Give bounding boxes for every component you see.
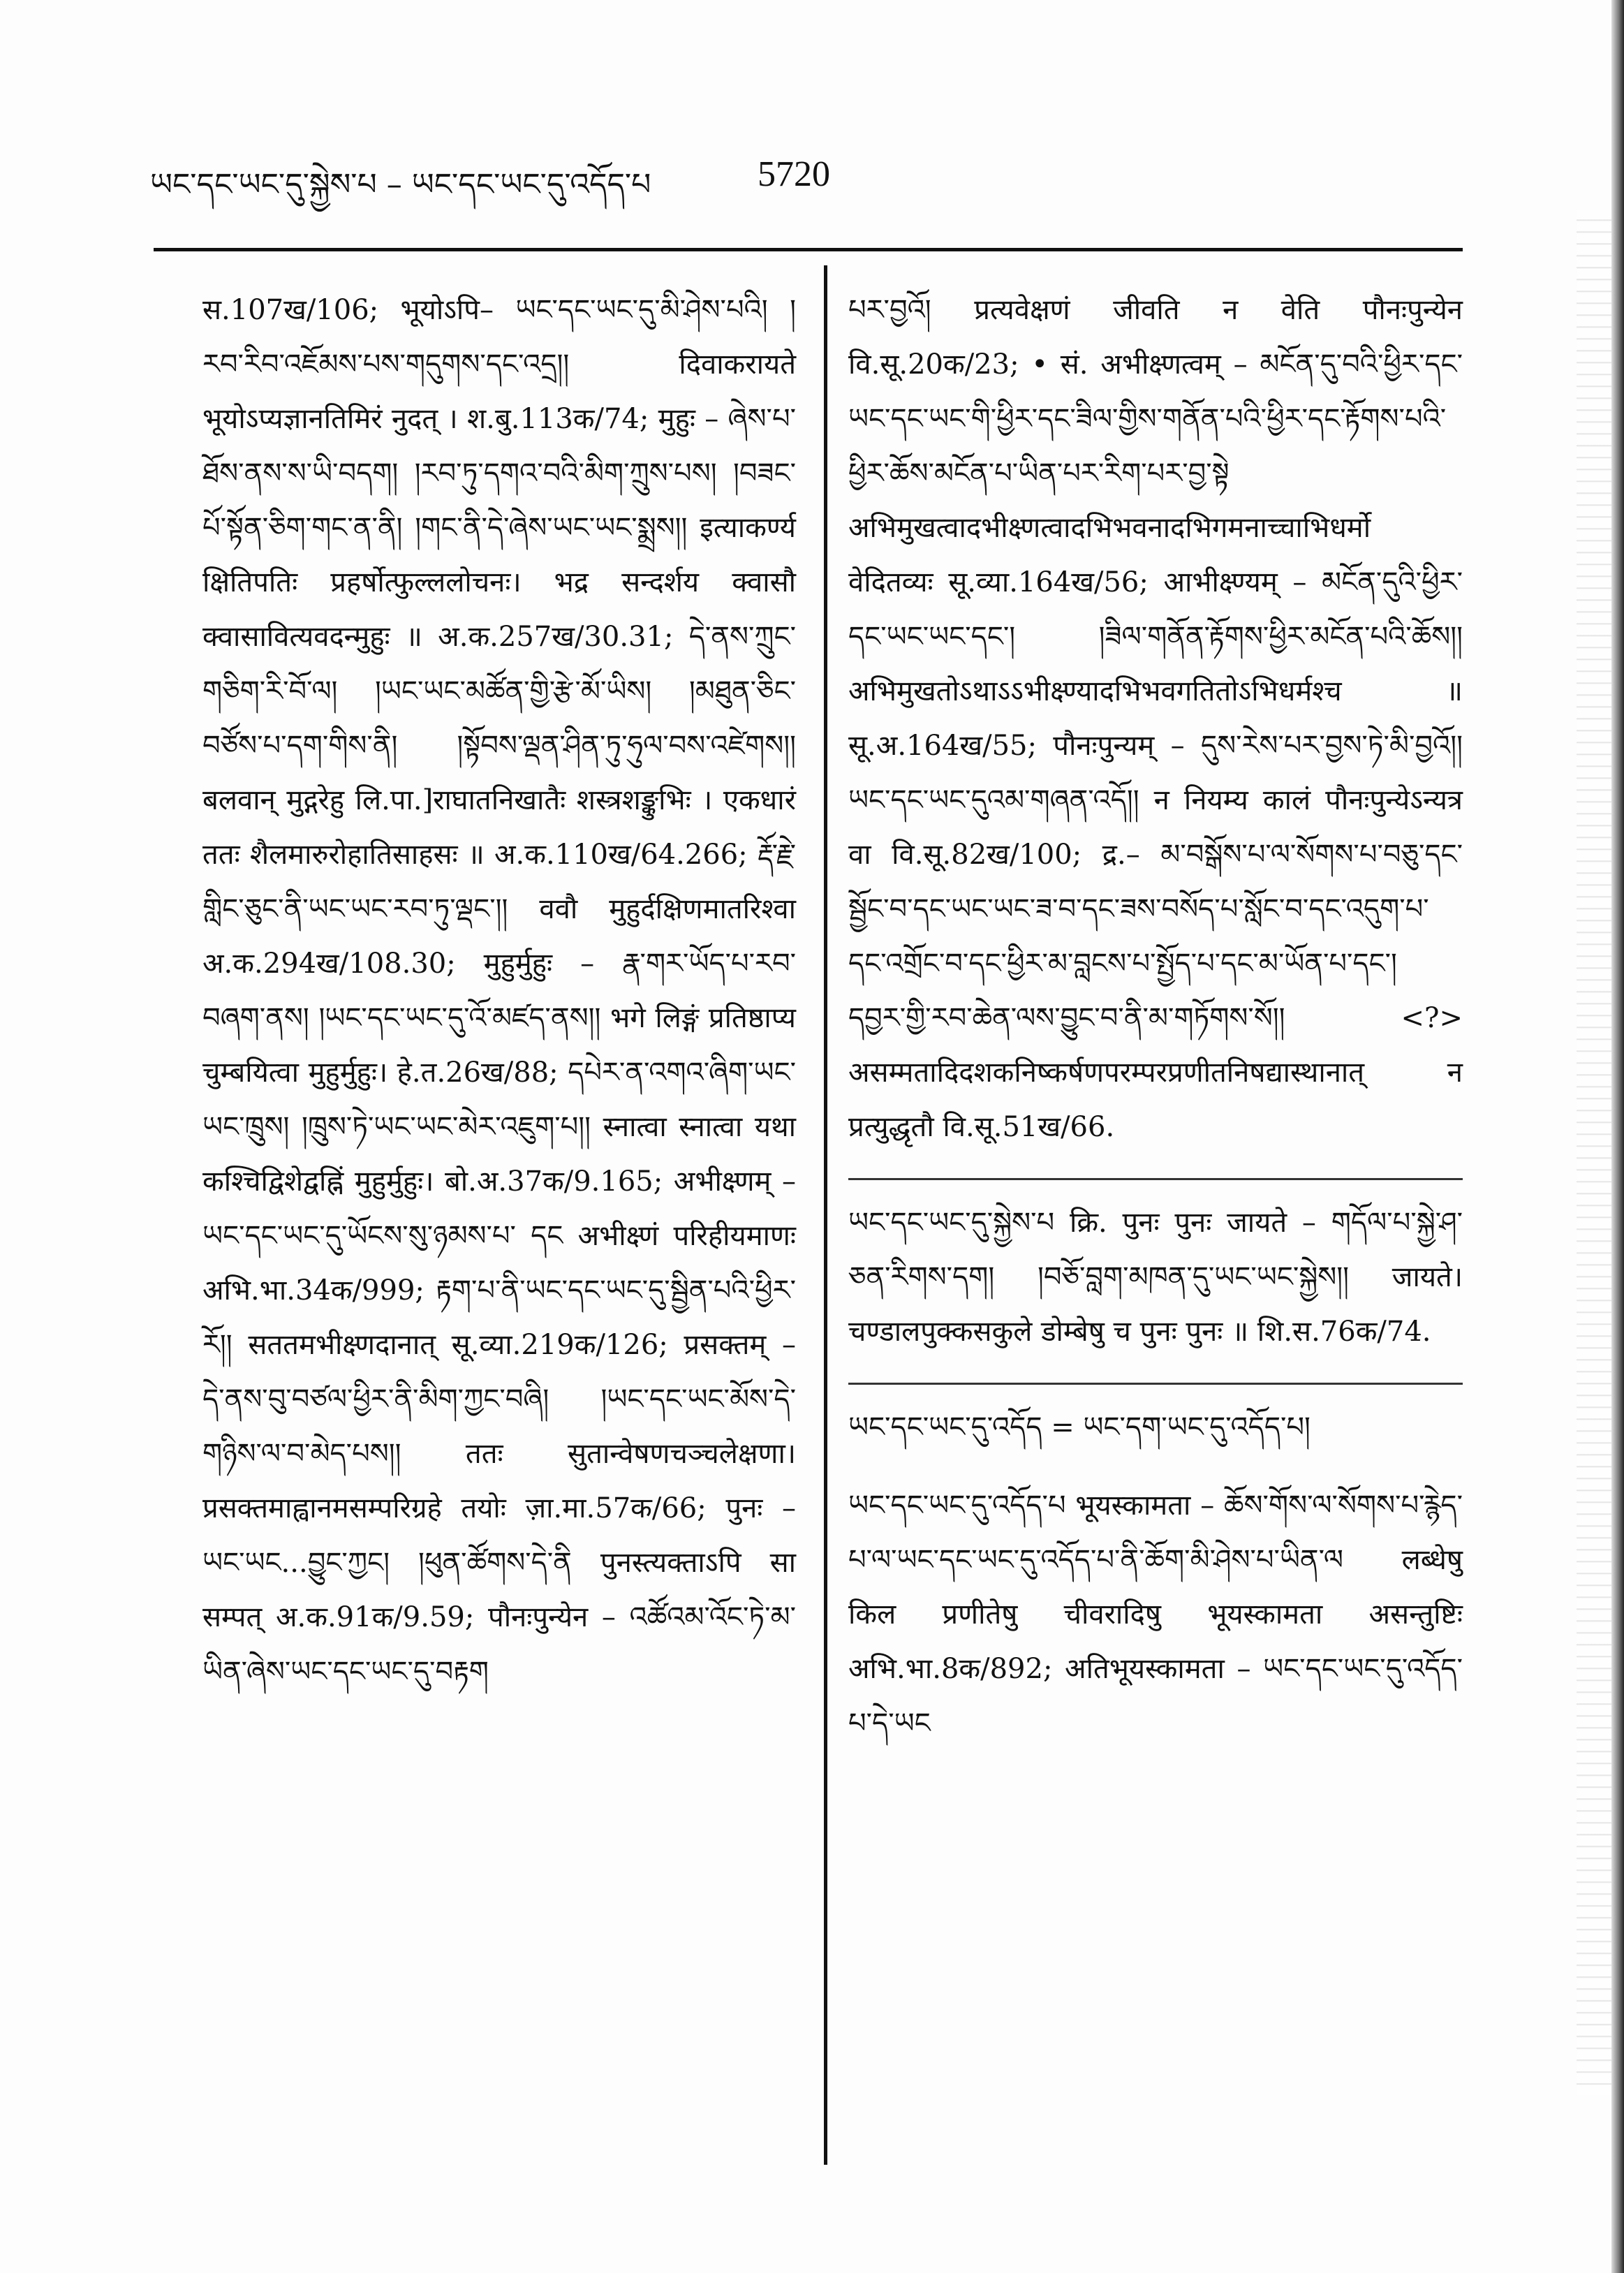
right-column <box>848 283 1463 1774</box>
dictionary-entry: ཡང་དང་ཡང་དུ་སྐྱེས་པ क्रि. पुनः पुनः जायते – གདོལ་པ་སྐྱེ་ཤ་ཅན་རིགས་དག། །བཅོ་བླག་མཁན་དུ་ཡང་ཡང་སྐྱེས།། जायते। चण्डालपुक्कसकुले डोम्बेषु च पुनः पुनः ॥ शि.स.76क/74. <box>848 1207 1463 1348</box>
running-header: ཡང་དང་ཡང་དུ་སྐྱེས་པ – ཡང་དང་ཡང་དུ་འདོད་པ <box>150 167 651 203</box>
dictionary-entry: ཡང་དང་ཡང་དུ་འདོད་པ भूयस्कामता – ཆོས་གོས་ལ་སོགས་པ་རྙེད་པ་ལ་ཡང་དང་ཡང་དུ་འདོད་པ་ནི་ཆོག་མི་ཤེས་པ་ཡིན་ལ लब्धेषु किल प्रणीतेषु चीवरादिषु भूयस्कामता असन्तुष्टिः अभि.भा.8क/892; अतिभूयस्कामता – ཡང་དང་ཡང་དུ་འདོད་པ་དེ་ཡང <box>848 1489 1463 1739</box>
scan-edge-shadow <box>1611 0 1624 2273</box>
left-column-text: स.107ख/106; भूयोऽपि– ཡང་དང་ཡང་དུ་མི་ཤེས་པའི། །རབ་རིབ་འཇོམས་པས་གདུགས་དང་འདྲ།། दिवाकरायते भूयोऽप्यज्ञानतिमिरं नुदत् । श.बु.113क/74; मुहुः – ཞེས་པ་ཐོས་ནས་ས་ཡི་བདག། །རབ་ཏུ་དགའ་བའི་མིག་ཀྲུས་པས། །བཟང་པོ་སྟོན་ཅིག་གང་ན་ནི། །གང་ནི་དེ་ཞེས་ཡང་ཡང་སྨྲས།། इत्याकर्ण्य क्षितिपतिः प्रहर्षोत्फुल्ललोचनः। भद्र सन्दर्शय क्वासौ क्वासावित्यवदन्मुहुः ॥ अ.क.257ख/30.31; དེ་ནས་ཀྲུང་གཅིག་རི་བོ་ལ། །ཡང་ཡང་མཚོན་གྱི་རྩེ་མོ་ཡིས། །མཐུན་ཅིང་བཙོས་པ་དག་གིས་ནི། །སྟོབས་ལྡན་ཤིན་ཏུ་ཧུལ་བས་འཛེགས།། बलवान् मुद्गरेहु लि.पा.]राघातनिखातैः शस्त्रशङ्कुभिः । एकधारं ततः शैलमारुरोहातिसाहसः ॥ अ.क.110ख/64.266; རྡོ་རྗེ་གླིང་ཅུང་ནི་ཡང་ཡང་རབ་ཏུ་ལྡང་།། ववौ मुहुर्दक्षिणमातरिश्वा अ.क.294ख/108.30; मुहुर्मुहुः – རྣ་གར་ཡོད་པ་རབ་བཞག་ནས། །ཡང་དང་ཡང་དུ་འོ་མཛད་ནས།། भगे लिङ्गं प्रतिष्ठाप्य चुम्बयित्वा मुहुर्मुहुः। हे.त.26ख/88; དཔེར་ན་འགའ་ཞིག་ཡང་ཡང་ཁྲུས། །ཁྲུས་ཏེ་ཡང་ཡང་མེར་འཇུག་པ།། स्नात्वा स्नात्वा यथा कश्चिद्विशेद्वह्निं मुहुर्मुहुः। बो.अ.37क/9.165; अभीक्ष्णम् – ཡང་དང་ཡང་དུ་ཡོངས་སུ་ཉམས་པ་ དང अभीक्ष्णं परिहीयमाणः अभि.भा.34क/999; རྟག་པ་ནི་ཡང་དང་ཡང་དུ་སྦྱིན་པའི་ཕྱིར་རོ།། सततमभीक्ष्णदानात् सू.व्या.219क/126; प्रसक्तम् – དེ་ནས་བུ་བཙལ་ཕྱིར་ནི་མིག་ཀྱང་བཞི། །ཡང་དང་ཡང་མོས་དེ་གཉིས་ལ་བ་མེད་པས།། ततः सुतान्वेषणचञ्चलेक्षणा। प्रसक्तमाह्वानमसम्परिग्रहे तयोः ज़ा.मा.57क/66; पुनः – ཡང་ཡང...བྱུང་ཀྱང། །ཕུན་ཚོགས་དེ་ནི पुनस्त्यक्ताऽपि सा सम्पत् अ.क.91क/9.59; पौनःपुन्येन – འཚོའམ་འོང་ཏེ་མ་ཡིན་ཞེས་ཡང་དང་ཡང་དུ་བརྟག <box>202 294 796 1688</box>
entry-separator <box>848 1178 1463 1180</box>
column-divider <box>824 265 827 2165</box>
left-column <box>202 283 796 1699</box>
header-rule <box>154 248 1463 251</box>
entry-separator <box>848 1383 1463 1385</box>
entry-continuation: པར་བྱའོ། प्रत्यवेक्षणं जीवति न वेति पौनःपुन्येन वि.सू.20क/23; • सं. अभीक्ष्णत्वम् – མངོན་དུ་བའི་ཕྱིར་དང་ཡང་དང་ཡང་གི་ཕྱིར་དང་ཟིལ་གྱིས་གནོན་པའི་ཕྱིར་དང་རྟོགས་པའི་ཕྱིར་ཆོས་མངོན་པ་ཡིན་པར་རིག་པར་བྱ་སྟེ अभिमुखत्वादभीक्ष्णत्वादभिभवनादभिगमनाच्चाभिधर्मो वेदितव्यः सू.व्या.164ख/56; आभीक्ष्ण्यम् – མངོན་དུའི་ཕྱིར་དང་ཡང་ཡང་དང་། །ཟིལ་གནོན་རྟོགས་ཕྱིར་མངོན་པའི་ཆོས།། अभिमुखतोऽथाऽऽभीक्ष्ण्यादभिभवगतितोऽभिधर्मश्च ॥ सू.अ.164ख/55; पौनःपुन्यम् – དུས་རེས་པར་བྱས་ཏེ་མི་བྱའོ།། ཡང་དང་ཡང་དུའམ་གཞན་འདོ།། न नियम्य कालं पौनःपुन्येऽन्यत्र वा वि.सू.82ख/100; द्र.– མ་བསྒོས་པ་ལ་སོགས་པ་བཅུ་དང་སྦྱོང་བ་དང་ཡང་ཡང་ཟ་བ་དང་ཟས་བསོད་པ་སློང་བ་དང་འདུག་པ་དང་འགྲོང་བ་དང་ཕྱིར་མ་བླངས་པ་སྤྱོད་པ་དང་མ་ཡོན་པ་དང་། དབྱར་གྱི་རབ་ཆེན་ལས་བྱུང་བ་ནི་མ་གཏོགས་སོ།། <?> असम्मतादिदशकनिष्कर्षणपरम्परप्रणीतनिषद्यास्थानात् न प्रत्युद्धृतौ वि.सू.51ख/66. <box>848 294 1463 1143</box>
page-number: 5720 <box>758 154 830 194</box>
scan-margin-noise <box>1577 209 1611 2095</box>
dictionary-entry: ཡང་དང་ཡང་དུ་འདོད = ཡང་དག་ཡང་དུ་འདོད་པ། <box>848 1411 1311 1443</box>
